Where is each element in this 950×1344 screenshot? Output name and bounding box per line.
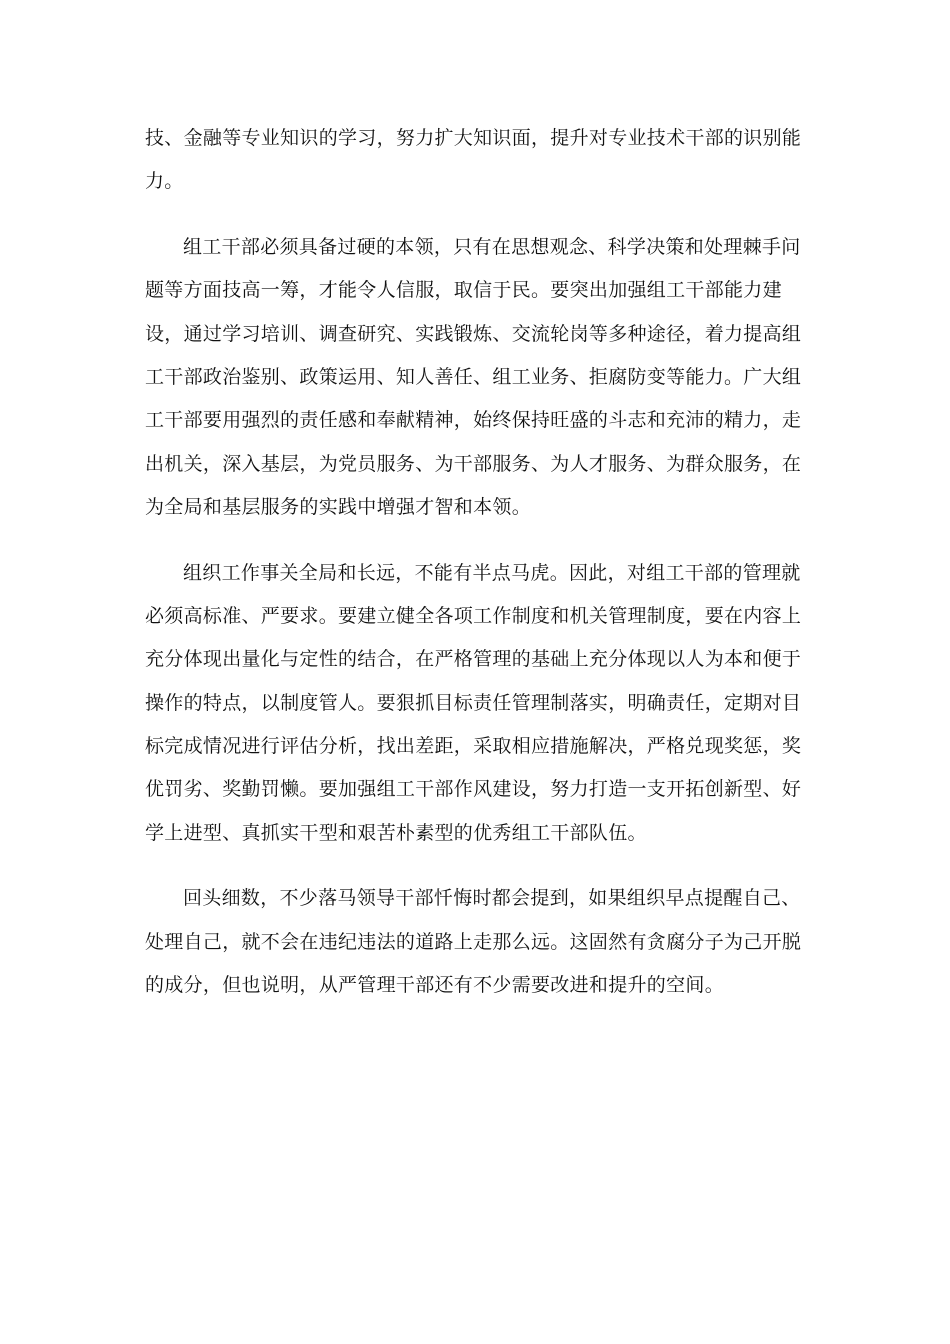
paragraph-management — [145, 552, 805, 856]
text-line: 为全局和基层服务的实践中增强才智和本领。 — [145, 496, 532, 519]
text-line: 题等方面技高一筹，才能令人信服，取信于民。要突出加强组工干部能力建 — [145, 279, 782, 302]
text-line: 操作的特点，以制度管人。要狠抓目标责任管理制落实，明确责任，定期对目 — [145, 691, 802, 714]
text-line: 出机关，深入基层，为党员服务、为干部服务、为人才服务、为群众服务，在 — [145, 452, 802, 475]
text-line: 回头细数，不少落马领导干部忏悔时都会提到，如果组织早点提醒自己、 — [183, 887, 801, 910]
text-line: 力。 — [145, 170, 184, 193]
paragraph-spacer — [145, 204, 805, 226]
text-line: 组工干部必须具备过硬的本领，只有在思想观念、科学决策和处理棘手问 — [183, 235, 801, 258]
paragraph-spacer — [145, 530, 805, 552]
text-line: 组织工作事关全局和长远，不能有半点马虎。因此，对组工干部的管理就 — [183, 561, 801, 584]
paragraph-continuation — [145, 117, 805, 204]
text-line: 充分体现出量化与定性的结合，在严格管理的基础上充分体现以人为本和便于 — [145, 648, 802, 671]
text-line: 技、金融等专业知识的学习，努力扩大知识面，提升对专业技术干部的识别能 — [145, 127, 802, 149]
document-body — [145, 117, 805, 1007]
paragraph-reflection — [145, 877, 805, 1007]
text-line: 处理自己，就不会在违纪违法的道路上走那么远。这固然有贪腐分子为己开脱 — [145, 930, 802, 953]
text-line: 学上进型、真抓实干型和艰苦朴素型的优秀组工干部队伍。 — [145, 821, 647, 844]
text-line: 设，通过学习培训、调查研究、实践锻炼、交流轮岗等多种途径，着力提高组 — [145, 322, 802, 345]
text-line: 优罚劣、奖勤罚懒。要加强组工干部作风建设，努力打造一支开拓创新型、好 — [145, 778, 802, 801]
paragraph-ability — [145, 226, 805, 530]
text-line: 工干部政治鉴别、政策运用、知人善任、组工业务、拒腐防变等能力。广大组 — [145, 365, 802, 388]
text-line: 必须高标准、严要求。要建立健全各项工作制度和机关管理制度，要在内容上 — [145, 604, 802, 627]
paragraph-spacer — [145, 855, 805, 877]
text-line: 的成分，但也说明，从严管理干部还有不少需要改进和提升的空间。 — [145, 974, 725, 997]
text-line: 工干部要用强烈的责任感和奉献精神，始终保持旺盛的斗志和充沛的精力，走 — [145, 409, 802, 432]
text-line: 标完成情况进行评估分析，找出差距，采取相应措施解决，严格兑现奖惩，奖 — [145, 735, 802, 758]
